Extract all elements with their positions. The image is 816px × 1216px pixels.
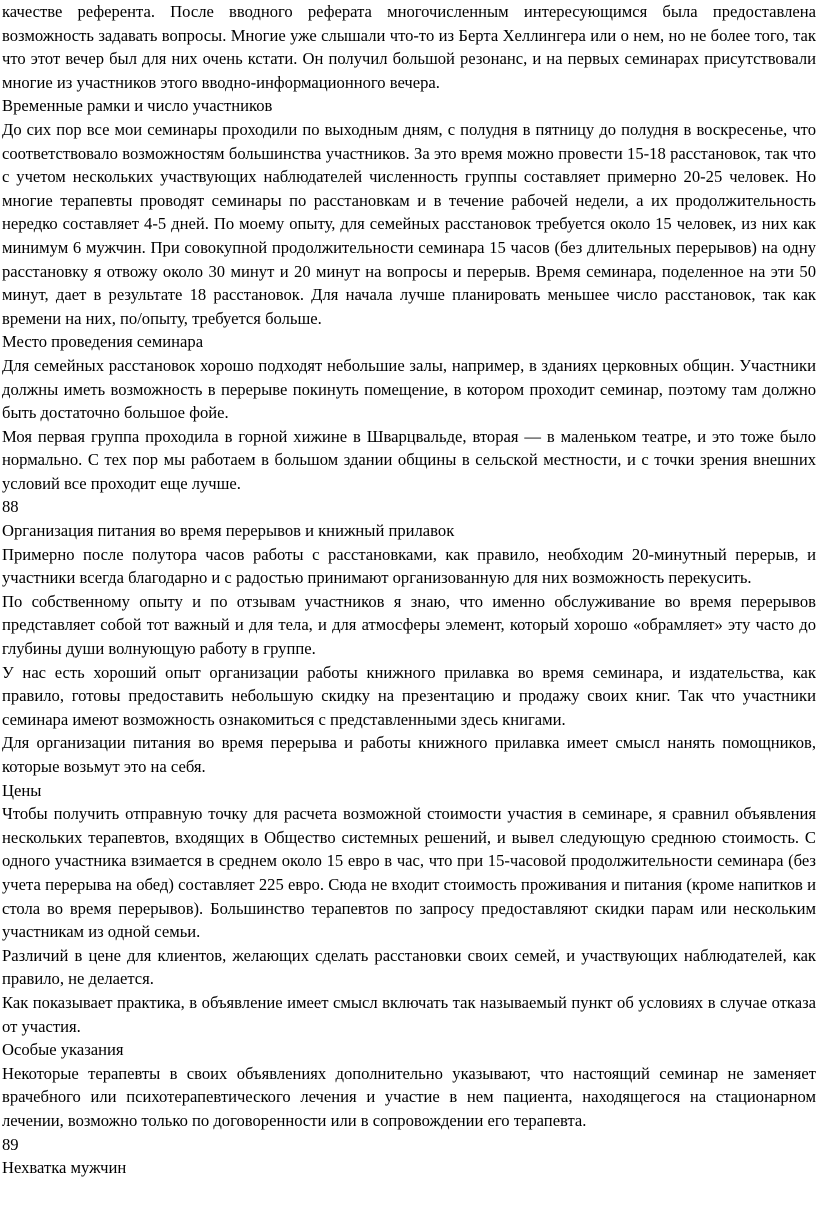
- section-heading-time-frame: Временные рамки и число участников: [2, 96, 273, 116]
- section-heading-catering: Организация питания во время перерывов и книжный прилавок: [2, 521, 455, 541]
- paragraph-prices-no-difference: Различий в цене для клиентов, желающих сделать расстановки своих семей, и участвующих наблюдателей, как правило, не делается.: [2, 945, 816, 989]
- paragraph-prices-average: Чтобы получить отправную точку для расчета возможной стоимости участия в семинаре, я сравнил объявления нескольких терапевтов, входящих в Общество системных решений, и вывел следующую среднюю стоимость. С одного участника взимается в среднем около 15 евро в час, что при 15-часовой продолжительности семинара (без учета перерыва на обед) составляет 225 евро. Сюда не входит стоимость проживания и питания (кроме напитков и стола во время перерывов). Большинство терапевтов по запросу предоставляют скидки парам или нескольким участникам из одной семьи.: [2, 804, 816, 942]
- paragraph-prices-cancellation: Как показывает практика, в объявление имеет смысл включать так называемый пункт об условиях в случае отказа от участия.: [2, 992, 816, 1036]
- section-heading-lack-of-men: Нехватка мужчин: [2, 1158, 127, 1178]
- paragraph-book-table: У нас есть хороший опыт организации работы книжного прилавка во время семинара, и издательства, как правило, готовы предоставить небольшую скидку на презентацию и продажу своих книг. Так что участники семинара имеют возможность ознакомиться с представленными здесь книгами.: [2, 662, 816, 729]
- paragraph-catering-experience: По собственному опыту и по отзывам участников я знаю, что именно обслуживание во время перерывов представляет собой тот важный и для тела, и для атмосферы элемент, который хорошо «обрамляет» эту часто до глубины души волнующую работу в группе.: [2, 591, 816, 659]
- page-number: 89: [2, 1134, 19, 1154]
- paragraph-special-notes: Некоторые терапевты в своих объявлениях дополнительно указывают, что настоящий семинар не заменяет врачебного или психотерапевтического лечения и участие в нем пациента, находящегося на стационарном лечении, возможно только по договоренности или в сопровождении его терапевта.: [2, 1063, 816, 1130]
- paragraph-venue-history: Моя первая группа проходила в горной хижине в Шварцвальде, вторая — в маленьком театре, и это тоже было нормально. С тех пор мы работаем в большом здании общины в сельской местности, и с точки зрения внешних условий все проходит еще лучше.: [2, 426, 816, 493]
- paragraph-intro-continuation: качестве референта. После вводного реферата многочисленным интересующимся была предоставлена возможность задавать вопросы. Многие уже слышали что-то из Берта Хеллингера или о нем, но не более того, так что этот вечер был для них очень кстати. Он получил большой резонанс, и на первых семинарах присутствовали многие из участников этого вводно-информационного вечера.: [2, 2, 816, 92]
- section-heading-venue: Место проведения семинара: [2, 332, 204, 352]
- paragraph-catering-break: Примерно после полутора часов работы с расстановками, как правило, необходим 20-минутный перерыв, и участники всегда благодарно и с радостью принимают организованную для них возможность перекусить.: [2, 544, 816, 588]
- section-heading-prices: Цены: [2, 780, 42, 800]
- paragraph-time-frame: До сих пор все мои семинары проходили по выходным дням, с полудня в пятницу до полудня в воскресенье, что соответствовало возможностям большинства участников. За это время можно провести 15-18 расстановок, так что с учетом нескольких участвующих наблюдателей численность группы составляет примерно 20-25 человек. Но многие терапевты проводят семинары по расстановкам и в течение рабочей недели, а их продолжительность нередко составляет 4-5 дней. По моему опыту, для семейных расстановок требуется около 15 человек, из них как минимум 6 мужчин. При совокупной продолжительности семинара 15 часов (без длительных перерывов) на одну расстановку я отвожу около 30 минут и 20 минут на вопросы и перерыв. Время семинара, поделенное на эти 50 минут, дает в результате 18 расстановок. Для начала лучше планировать меньшее число расстановок, так как времени на них, по/опыту, требуется больше.: [2, 119, 816, 328]
- paragraph-venue-halls: Для семейных расстановок хорошо подходят небольшие залы, например, в зданиях церковных общин. Участники должны иметь возможность в перерыве покинуть помещение, в котором проходит семинар, поэтому там должно быть достаточно большое фойе.: [2, 355, 816, 423]
- page-number: 88: [2, 497, 19, 517]
- paragraph-helpers: Для организации питания во время перерыва и работы книжного прилавка имеет смысл нанять помощников, которые возьмут это на себя.: [2, 733, 816, 776]
- section-heading-special-notes: Особые указания: [2, 1040, 124, 1060]
